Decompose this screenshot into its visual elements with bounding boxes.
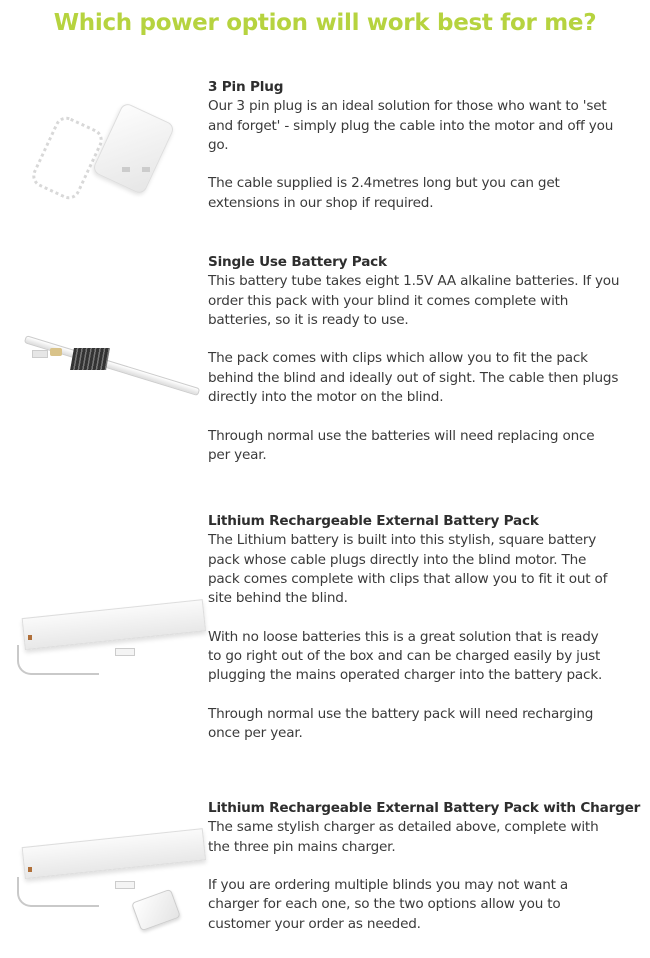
- paragraph: [208, 705, 648, 744]
- text-line: and forget' - simply plug the cable into the motor and off you: [208, 117, 614, 134]
- text-line: The cable supplied is 2.4metres long but you can get: [208, 175, 560, 192]
- text-line: plugging the mains operated charger into the battery pack.: [208, 667, 603, 684]
- section-lithium-battery-pack-with-charger: [208, 799, 648, 953]
- section-3-pin-plug: [208, 78, 648, 232]
- section-heading: Lithium Rechargeable External Battery Pack with Charger: [208, 800, 641, 816]
- text-line: go.: [208, 136, 229, 153]
- section-lithium-external-battery-pack: [208, 512, 648, 763]
- page-title: Which power option will work best for me?: [53, 10, 597, 36]
- text-line: charger for each one, so the two options allow you to: [208, 896, 561, 913]
- text-line: batteries, so it is ready to use.: [208, 311, 409, 328]
- text-line: This battery tube takes eight 1.5V AA alkaline batteries. If you: [208, 273, 620, 290]
- paragraph: [208, 174, 648, 213]
- text-line: pack whose cable plugs directly into the blind motor. The: [208, 551, 587, 568]
- text-line: to go right out of the box and can be charged easily by just: [208, 648, 601, 665]
- text-line: behind the blind and ideally out of sight. The cable then plugs: [208, 369, 619, 386]
- paragraph: [208, 876, 648, 934]
- text-line: extensions in our shop if required.: [208, 194, 434, 211]
- paragraph: [208, 531, 648, 608]
- text-line: Through normal use the battery pack will need recharging: [208, 705, 594, 722]
- three-pin-plug-image: [30, 95, 180, 205]
- text-line: site behind the blind.: [208, 590, 348, 607]
- text-line: The same stylish charger as detailed above, complete with: [208, 819, 599, 836]
- text-line: directly into the motor on the blind.: [208, 389, 444, 406]
- text-line: pack comes complete with clips that allow you to fit it out of: [208, 570, 608, 587]
- lithium-battery-pack-image: [15, 590, 195, 690]
- text-line: order this pack with your blind it comes complete with: [208, 292, 569, 309]
- paragraph: [208, 427, 648, 466]
- battery-tube-image: [20, 300, 200, 390]
- paragraph: [208, 818, 648, 857]
- paragraph: [208, 628, 648, 686]
- text-line: the three pin mains charger.: [208, 838, 396, 855]
- text-line: Through normal use the batteries will need replacing once: [208, 427, 595, 444]
- section-heading: 3 Pin Plug: [208, 79, 284, 95]
- section-heading: Lithium Rechargeable External Battery Pack: [208, 513, 539, 529]
- lithium-battery-pack-with-charger-image: [15, 825, 205, 935]
- section-heading: Single Use Battery Pack: [208, 254, 387, 270]
- text-line: With no loose batteries this is a great solution that is ready: [208, 628, 599, 645]
- paragraph: [208, 272, 648, 330]
- text-line: per year.: [208, 446, 267, 463]
- paragraph: [208, 97, 648, 155]
- paragraph: [208, 349, 648, 407]
- text-line: The Lithium battery is built into this stylish, square battery: [208, 532, 597, 549]
- section-single-use-battery-pack: [208, 253, 648, 485]
- text-line: customer your order as needed.: [208, 915, 421, 932]
- text-line: The pack comes with clips which allow you to fit the pack: [208, 350, 588, 367]
- text-line: once per year.: [208, 725, 303, 742]
- text-line: If you are ordering multiple blinds you may not want a: [208, 877, 569, 894]
- text-line: Our 3 pin plug is an ideal solution for those who want to 'set: [208, 98, 607, 115]
